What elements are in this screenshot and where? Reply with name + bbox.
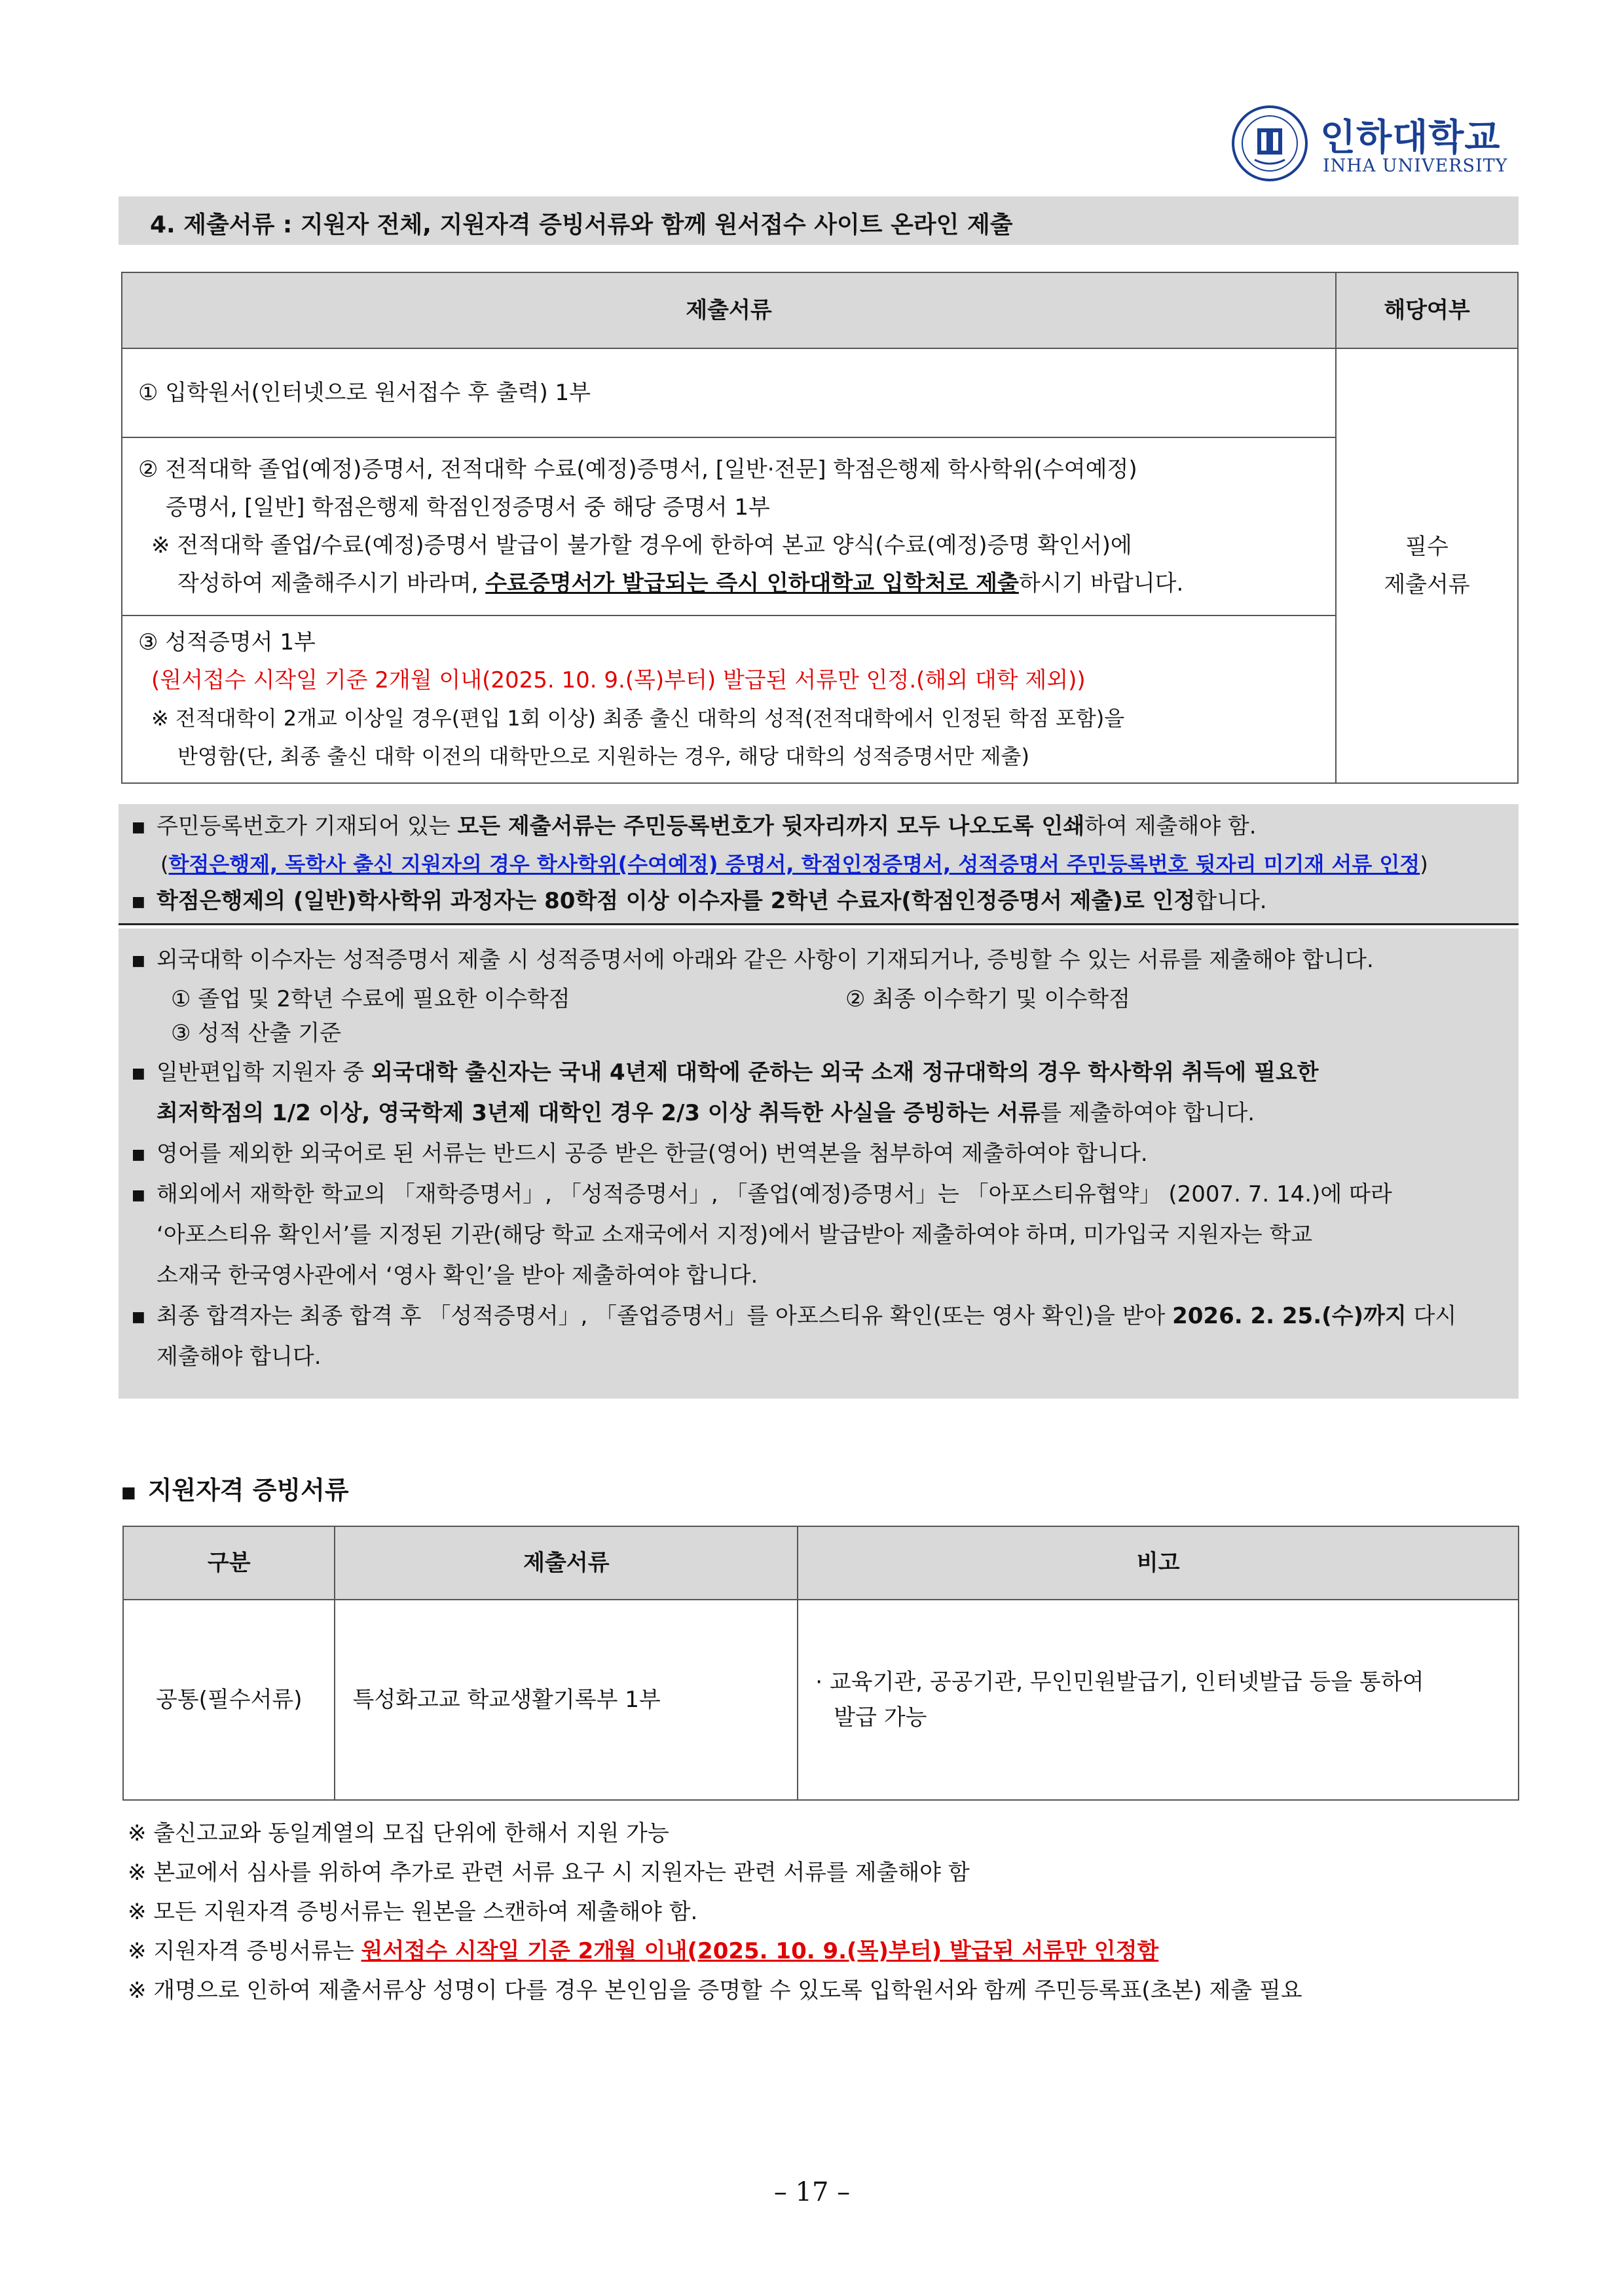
table-row-application-form: ① 입학원서(인터넷으로 원서접수 후 출력) 1부 bbox=[122, 348, 1336, 437]
footnote-2: ※ 본교에서 심사를 위하여 추가로 관련 서류 요구 시 지원자는 관련 서류를 제출해야 함 bbox=[128, 1860, 970, 1886]
square-bullet-icon: ■ bbox=[121, 1482, 136, 1501]
footnote-1: ※ 출신고교와 동일계열의 모집 단위에 한해서 지원 가능 bbox=[128, 1820, 669, 1846]
header-document: 제출서류 bbox=[335, 1526, 798, 1600]
table-row-graduation-certificate: ② 전적대학 졸업(예정)증명서, 전적대학 수료(예정)증명서, [일반·전문] 학점은행제 학사학위(수여예정) 증명서, [일반] 학점은행제 학점인정증명서 중 해당 증명서 1부 ※ 전적대학 졸업/수료(예정)증명서 발급이 불가할 경우에 한하여 본교 양식(수료(예정)증명 확인서)에 작성하여 제출해주시기 바라며, 수료증명서가 발급되는 즉시 인하대학교 입학처로 제출하시기 바랍니다. bbox=[122, 437, 1336, 615]
section-title: 4. 제출서류 : 지원자 전체, 지원자격 증빙서류와 함께 원서접수 사이트 온라인 제출 bbox=[150, 211, 1013, 238]
cell-remark: · 교육기관, 공공기관, 무인민원발급기, 인터넷발급 등을 통하여 발급 가능 bbox=[798, 1600, 1519, 1800]
notes-box-foreign-university: ■ 외국대학 이수자는 성적증명서 제출 시 성적증명서에 아래와 같은 사항이 기재되거나, 증빙할 수 있는 서류를 제출해야 합니다. ① 졸업 및 2학년 수료에 필요한 이수학점 ② 최종 이수학기 및 이수학점 ③ 성적 산출 기준 ■ 일반편입학 지원자 중 외국대학 출신자는 국내 4년제 대학에 준하는 외국 소재 정규대학의 경우 학사학위 취득에 필요한 최저학점의 1/2 이상, 영국학제 3년제 대학인 경우 2/3 이상 취득한 사실을 증빙하는 서류를 제출하여야 합니다. ■ 영어를 제외한 외국어로 된 서류는 반드시 공증 받은 한글(영어) 번역본을 첨부하여 제출하여야 합니다. ■ 해외에서 재학한 학교의 「재학증명서」, 「성적증명서」, 「졸업(예정)증명서」는 「아포스티유협약」 (2007. 7. 14.)에 따라 ‘아포스티유 확인서’를 지정된 기관(해당 학교 소재국에서 지정)에서 발급받아 제출하여야 하며, 미가입국 지원자는 학교 소재국 한국영사관에서 ‘영사 확인’을 받아 제출하여야 합니다. ■ 최종 합격자는 최종 합격 후 「성적증명서」, 「졸업증명서」를 아포스티유 확인(또는 영사 확인)을 받아 2026. 2. 25.(수)까지 다시 제출해야 합니다. bbox=[119, 928, 1519, 1399]
header-category: 구분 bbox=[123, 1526, 335, 1600]
footnote-4: ※ 지원자격 증빙서류는 원서접수 시작일 기준 2개월 이내(2025. 10. 9.(목)부터) 발급된 서류만 인정함 bbox=[128, 1938, 1159, 1964]
header-documents: 제출서류 bbox=[122, 272, 1336, 348]
qualification-title: ■ 지원자격 증빙서류 bbox=[121, 1476, 349, 1505]
logo-english-name: INHA UNIVERSITY bbox=[1323, 156, 1508, 176]
footnote-5: ※ 개명으로 인하여 제출서류상 성명이 다를 경우 본인임을 증명할 수 있도록 입학원서와 함께 주민등록표(초본) 제출 필요 bbox=[128, 1977, 1302, 2004]
header-applicability: 해당여부 bbox=[1336, 272, 1518, 348]
cell-document: 특성화고교 학교생활기록부 1부 bbox=[335, 1600, 798, 1800]
notes-box-resident-number: ■ 주민등록번호가 기재되어 있는 모든 제출서류는 주민등록번호가 뒷자리까지 모두 나오도록 인쇄하여 제출해야 함. (학점은행제, 독학사 출신 지원자의 경우 학사학위(수여예정) 증명서, 학점인정증명서, 성적증명서 주민등록번호 뒷자리 미기재 서류 인정) ■ 학점은행제의 (일반)학사학위 과정자는 80학점 이상 이수자를 2학년 수료자(학점인정증명서 제출)로 인정합니다. bbox=[119, 804, 1519, 925]
section-header bbox=[119, 196, 1519, 245]
page-number: – 17 – bbox=[773, 2177, 851, 2207]
submission-documents-table bbox=[121, 272, 1519, 784]
qualification-documents-table bbox=[122, 1526, 1519, 1801]
table-row-transcript: ③ 성적증명서 1부 (원서접수 시작일 기준 2개월 이내(2025. 10. 9.(목)부터) 발급된 서류만 인정.(해외 대학 제외)) ※ 전적대학이 2개교 이상일 경우(편입 1회 이상) 최종 출신 대학의 성적(전적대학에서 인정된 학점 포함)을 반영함(단, 최종 출신 대학 이전의 대학만으로 지원하는 경우, 해당 대학의 성적증명서만 제출) bbox=[122, 615, 1336, 783]
inha-logo bbox=[1231, 105, 1519, 190]
required-cell: 필수 제출서류 bbox=[1336, 348, 1518, 783]
cell-category: 공통(필수서류) bbox=[123, 1600, 335, 1800]
logo-korean-name: 인하대학교 bbox=[1320, 117, 1501, 159]
header-remark: 비고 bbox=[798, 1526, 1519, 1600]
university-seal-icon bbox=[1231, 105, 1308, 182]
footnote-3: ※ 모든 지원자격 증빙서류는 원본을 스캔하여 제출해야 함. bbox=[128, 1899, 698, 1925]
